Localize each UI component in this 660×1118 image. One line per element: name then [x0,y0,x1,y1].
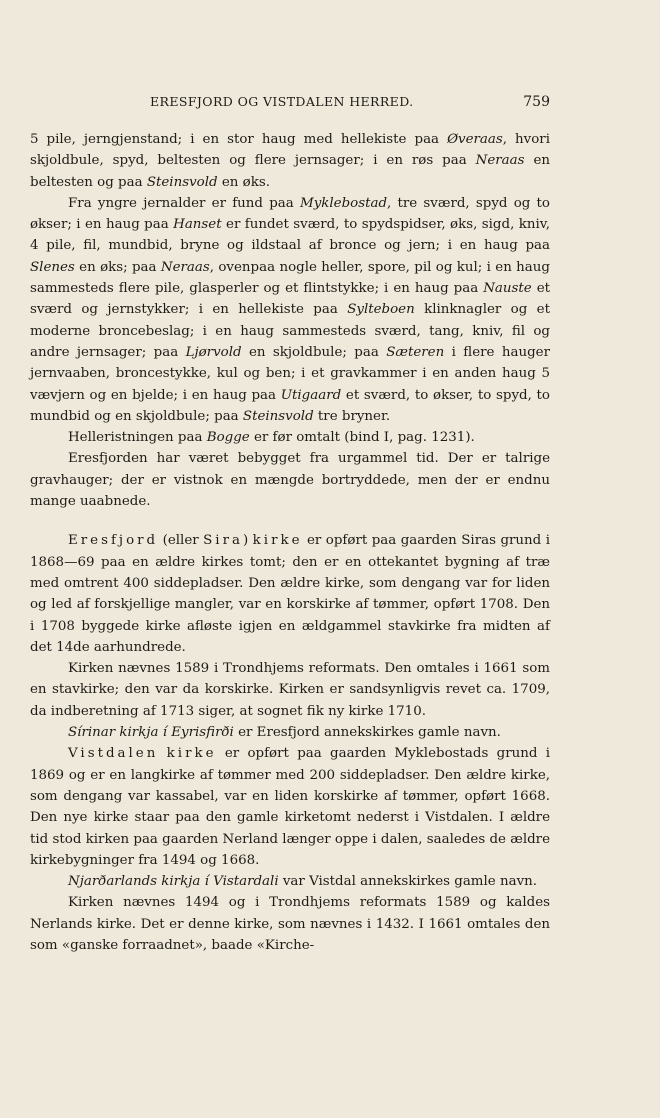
paragraph [30,448,550,512]
italic-text: Nauste [483,281,532,297]
text-run: Eresfjorden har været bebygget fra urgammel tid. Der er talrige gravhauger; der er vistnok en mængde bortryddede, men der er endnu mange uaabnede. [30,451,550,510]
italic-text: Sæteren [386,344,445,360]
text-run: en øks. [217,174,270,190]
italic-text: Sylteboen [347,302,415,318]
paragraph [30,722,550,743]
italic-text: Neraas [475,153,525,169]
text-run: tre bryner. [313,408,391,424]
italic-text: Bogge [206,430,250,446]
italic-text: Ljørvold [185,344,242,360]
spaced-text: kirke [166,746,217,762]
paragraph [30,129,550,193]
running-title: ERESFJORD OG VISTDALEN HERRED. [150,94,414,109]
paragraph [30,193,550,427]
text-run: et sværd og jernstykker; i en hellekiste paa [30,281,550,318]
paragraph [30,871,550,892]
paragraph [30,743,550,871]
italic-text: Øveraas [447,132,503,147]
italic-text: Neraas [160,259,210,275]
italic-text: Slenes [30,259,75,275]
text-run: er opført paa gaarden Siras grund i 1868—69 paa en ældre kirkes tomt; den er en ottekantet bygning af træ med omtrent 400 siddepladser. Den ældre kirke, som dengang var for liden og led af forskjellige mangler, var en korskirke af tømmer, opført 1708. Den i 1708 byggede kirke afløste igjen en ældgammel stavkirke fra midten af det 14de aarhundrede. [30,533,550,655]
spaced-text: Vistdalen [68,746,159,762]
italic-text: Utigaard [280,387,342,403]
paragraph [30,658,550,722]
running-header [150,94,550,114]
italic-text: Steinsvold [242,408,314,424]
text-run: var Vistdal annekskirkes gamle navn. [278,874,538,890]
text-run: i flere hauger jernvaaben, broncestykke, kul og ben; i et gravkammer i en anden haug 5 vævjern og en bjelde; i en haug paa [30,344,550,403]
text-run: klinknagler og et moderne broncebeslag; i en haug sammesteds sværd, tang, kniv, fil og andre jernsager; paa [30,302,550,360]
text-run: Kirken nævnes 1494 og i Trondhjems reformats 1589 og kaldes Nerlands kirke. Det er denne kirke, som nævnes i 1432. I 1661 omtales den som «ganske forraadnet», baade «Kirche- [30,895,550,953]
spaced-text: kirke [252,533,303,549]
text-run: er opført paa gaarden Myklebostads grund i 1869 og er en langkirke af tømmer med 200 siddepladser. Den ældre kirke, som dengang var kassabel, var en liden korskirke af tømmer, opført 1668. Den nye kirke staar paa den gamle kirketomt nederst i Vistdalen. I ældre tid stod kirken paa gaarden Nerland længer oppe i dalen, saaledes de ældre kirkebygninger fra 1494 og 1668. [30,746,550,868]
text-run: er Eresfjord annekskirkes gamle navn. [233,725,501,741]
spaced-text: Sira [203,533,243,549]
text-run: en skjoldbule; paa [241,344,387,360]
text-run: er før omtalt (bind I, pag. 1231). [249,430,475,446]
text-run: en øks; paa [74,259,161,275]
text-run [158,746,166,761]
italic-text: Hanset [173,217,222,233]
paragraph [30,892,550,956]
body-text [30,129,550,956]
text-run: en beltesten og paa [30,153,550,190]
text-run: 5 pile, jerngjenstand; i en stor haug med hellekiste paa [30,132,448,147]
text-run: , hvori skjoldbule, spyd, beltesten og flere jernsager; i en røs paa [30,132,550,169]
text-run: ) [242,533,253,549]
paragraph [30,530,550,658]
paragraph [30,427,550,448]
spaced-text: Eresfjord [68,533,159,549]
italic-text: Sírinar kirkja í Eyrisfirði [68,725,234,741]
text-run: er fundet sværd, to spydspidser, øks, sigd, kniv, 4 pile, fil, mundbid, bryne og ildstaal af bronce og jern; i en haug paa [30,217,550,254]
italic-text: Myklebostad [299,195,388,211]
text-run: Helleristningen paa [68,430,207,446]
page-number: 759 [523,94,550,110]
text-run: Kirken nævnes 1589 i Trondhjems reformats. Den omtales i 1661 som en stavkirke; den var da korskirke. Kirken er sandsynligvis revet ca. 1709, da indberetning af 1713 siger, at sognet fik ny kirke 1710. [30,661,550,719]
text-run: et sværd, to økser, to spyd, to mundbid og en skjoldbule; paa [30,387,550,424]
text-run: (eller [158,533,204,549]
text-run: , ovenpaa nogle heller, spore, pil og kul; i en haug sammesteds flere pile, glasperler og et flintstykke; i en haug paa [30,259,550,297]
text-run: , tre sværd, spyd og to økser; i en haug paa [30,195,550,233]
italic-text: Steinsvold [146,174,218,190]
italic-text: Njarðarlands kirkja í Vistardali [68,874,279,890]
text-run: Fra yngre jernalder er fund paa [68,195,300,211]
